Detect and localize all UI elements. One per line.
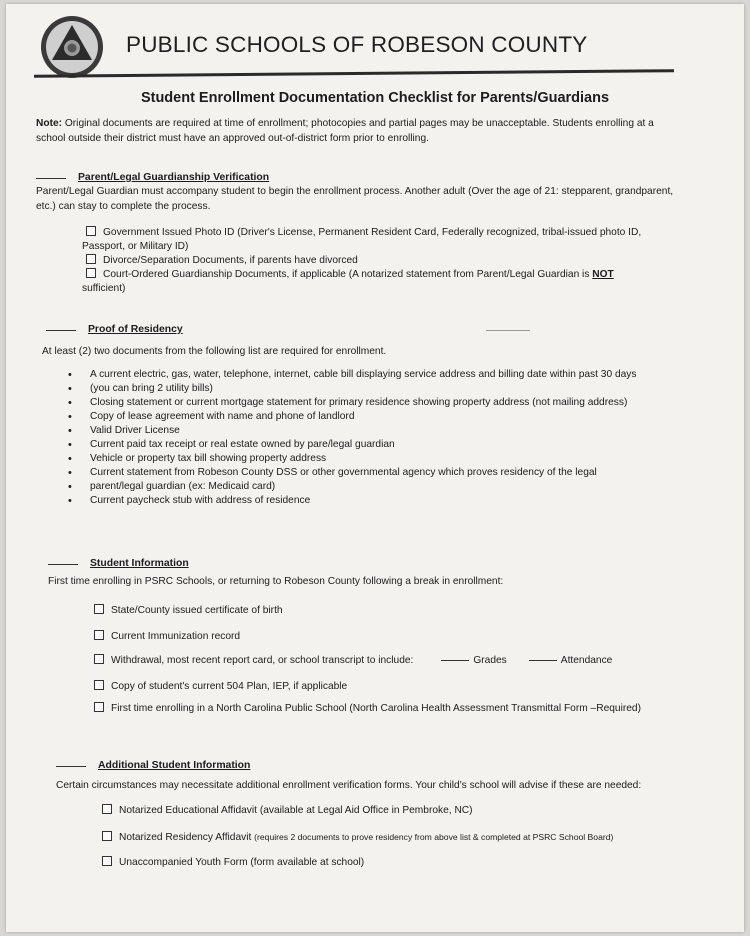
- checkbox-item-photo-id-cont: Passport, or Military ID): [82, 241, 189, 252]
- checkbox[interactable]: [86, 254, 96, 264]
- section-check-blank[interactable]: [46, 330, 76, 331]
- checkbox-item-health-assessment: First time enrolling in a North Carolina Public School (North Carolina Health Assessment Transmittal Form –Required): [94, 702, 734, 716]
- checkbox-item-divorce: Divorce/Separation Documents, if parents have divorced: [86, 254, 358, 268]
- list-item: • Closing statement or current mortgage statement for primary residence showing property address (not mailing address): [62, 396, 702, 410]
- list-item: • A current electric, gas, water, telephone, internet, cable bill displaying service address and billing date within past 30 days: [62, 368, 702, 382]
- checkbox[interactable]: [102, 856, 112, 866]
- district-seal-logo: [36, 14, 108, 80]
- list-item: • Current paycheck stub with address of residence: [62, 494, 702, 508]
- additional-intro: Certain circumstances may necessitate additional enrollment verification forms. Your child's school will advise if these are needed:: [56, 780, 642, 791]
- checkbox-item-immunization: Current Immunization record: [94, 630, 240, 644]
- list-item: • Current statement from Robeson County DSS or other governmental agency which proves residency of the legal: [62, 466, 702, 480]
- section-check-blank[interactable]: [56, 766, 86, 767]
- checkbox-item-residency-affidavit: Notarized Residency Affidavit (requires 2 documents to prove residency from above list & completed at PSRC School Board): [102, 830, 732, 845]
- grades-blank[interactable]: [441, 660, 469, 661]
- checkbox[interactable]: [94, 630, 104, 640]
- attendance-blank[interactable]: [529, 660, 557, 661]
- section-heading-residency: Proof of Residency: [46, 324, 183, 335]
- list-item: • Vehicle or property tax bill showing property address: [62, 452, 702, 466]
- list-item-cont: • parent/legal guardian (ex: Medicaid card): [62, 480, 702, 494]
- section-check-blank[interactable]: [36, 178, 66, 179]
- residency-document-list: [62, 368, 702, 508]
- checkbox-item-educational-affidavit: Notarized Educational Affidavit (available at Legal Aid Office in Pembroke, NC): [102, 804, 473, 818]
- document-title: Student Enrollment Documentation Checklist for Parents/Guardians: [140, 90, 610, 106]
- checkbox[interactable]: [94, 680, 104, 690]
- section-check-blank[interactable]: [48, 564, 78, 565]
- list-item-cont: • (you can bring 2 utility bills): [62, 382, 702, 396]
- enrollment-note: [36, 116, 656, 146]
- list-item: • Copy of lease agreement with name and phone of landlord: [62, 410, 702, 424]
- checkbox[interactable]: [102, 831, 112, 841]
- section-heading-student: Student Information: [48, 558, 189, 569]
- attendance-label: Attendance: [560, 655, 613, 666]
- checkbox[interactable]: [102, 804, 112, 814]
- checkbox-item-transcript: Withdrawal, most recent report card, or school transcript to include: Grades Attendance: [94, 654, 734, 668]
- note-label: Note:: [36, 118, 63, 129]
- checkbox[interactable]: [86, 268, 96, 278]
- document-page: [6, 4, 744, 932]
- note-text: Original documents are required at time of enrollment; photocopies and partial pages may be unacceptable. Students enrolling at a school outside their district must have an approved out-of-district form prior to enrolling.: [36, 118, 654, 144]
- list-item: • Valid Driver License: [62, 424, 702, 438]
- residency-intro: At least (2) two documents from the following list are required for enrollment.: [42, 346, 387, 357]
- guardianship-intro: Parent/Legal Guardian must accompany student to begin the enrollment process. Another adult (Over the age of 21: stepparent, grandparent, etc.) can stay to complete the process.: [36, 186, 674, 212]
- checkbox[interactable]: [94, 702, 104, 712]
- checkbox-item-photo-id: Government Issued Photo ID (Driver's License, Permanent Resident Card, Federally recognized, tribal-issued photo ID,: [86, 226, 686, 240]
- checkbox[interactable]: [94, 604, 104, 614]
- checkbox-item-birth-certificate: State/County issued certificate of birth: [94, 604, 283, 618]
- section-heading-additional: Additional Student Information: [56, 760, 250, 771]
- list-item: • Current paid tax receipt or real estate owned by pare/legal guardian: [62, 438, 702, 452]
- checkbox-item-guardianship: Court-Ordered Guardianship Documents, if applicable (A notarized statement from Parent/Legal Guardian is NOT: [86, 268, 686, 282]
- checkbox-item-unaccompanied-youth: Unaccompanied Youth Form (form available at school): [102, 856, 364, 870]
- checkbox[interactable]: [94, 654, 104, 664]
- checkbox-item-504-iep: Copy of student's current 504 Plan, IEP, if applicable: [94, 680, 347, 694]
- student-intro: First time enrolling in PSRC Schools, or returning to Robeson County following a break in enrollment:: [48, 576, 504, 587]
- checkbox[interactable]: [86, 226, 96, 236]
- grades-label: Grades: [473, 655, 507, 666]
- section-heading-guardianship: Parent/Legal Guardianship Verification: [36, 172, 269, 183]
- district-name: PUBLIC SCHOOLS OF ROBESON COUNTY: [126, 32, 588, 57]
- checkbox-item-guardianship-cont: sufficient): [82, 283, 126, 294]
- stray-mark: [486, 330, 530, 331]
